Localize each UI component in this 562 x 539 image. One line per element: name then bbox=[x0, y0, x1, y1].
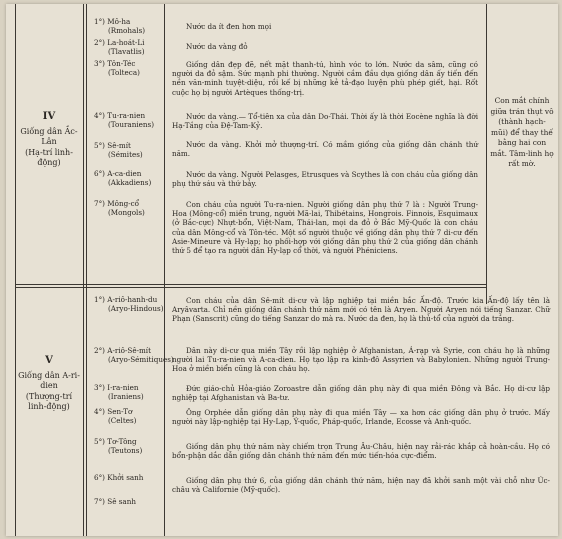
subgroup-entry: 4°) Tu-ra-nien (Touraniens) bbox=[94, 111, 155, 129]
group-name: Giống dân A-ri-dien bbox=[18, 370, 80, 390]
group-subtitle: (Hạ-trí linh-động) bbox=[25, 147, 73, 167]
subgroup-entry: 1°) Mô-ha (Rmohals) bbox=[94, 17, 146, 35]
description-text: Giống dân phụ thứ 6, của giống dân chánh thứ năm, hiện nay đã khởi sanh một vài chỗ như Úc-châu và Californie (Mỹ-quốc). bbox=[172, 476, 550, 495]
description-text: Con cháu của dân Sê-mít di-cư và lập nghiệp tại miền bắc Ấn-độ. Trước kia Ấn-độ lấy tên là Aryâvarta. Chỉ nền giống dân chánh thứ năm mới có tên là Aryen. Người Aryen nói tiếng Sanzar. Chữ Phạn (Sanscrit) cũng do tiếng Sanzar do mà ra. Nước da đen, họ là thủ-tổ của người da trắng. bbox=[172, 296, 550, 324]
subgroup-entry: 4°) Sen-Tơ (Celtes) bbox=[94, 407, 137, 425]
subgroup-entry: 1°) A-riô-hanh-du (Aryo-Hindous) bbox=[94, 295, 164, 313]
column-rule bbox=[486, 4, 487, 304]
subgroup-entry: 6°) Khởi sanh bbox=[94, 473, 144, 482]
column-rule bbox=[15, 4, 16, 536]
description-text: Dân này di-cư qua miền Tây rồi lập nghiệp ở Afghanistan, Á-rạp và Syrie, con cháu họ là những người lai Tu-ra-nien và A-ca-dien. Họ tạo lập ra kinh-đô Assyrien và Babylonien. Những người Trung-Hoa ở miền biển cũng là con cháu họ. bbox=[172, 346, 550, 374]
subgroup-entry: 6°) A-ca-dien (Akkadiens) bbox=[94, 169, 152, 187]
group-name: Giống dân Ắc-Lân bbox=[20, 126, 78, 146]
description-text: Đức giáo-chủ Hỏa-giáo Zoroastre dẫn giống dân phụ này đi qua miền Đông và Bắc. Họ di-cư lập nghiệp tại Afghanistan và Ba-tư. bbox=[172, 384, 550, 403]
description-text: Giống dân phụ thứ năm này chiếm trọn Trung Âu-Châu, hiện nay rải-rác khắp cả hoàn-cầu. Họ có bổn-phận dắc dẫn giống dân chánh thứ năm đến mức tiến-hóa cực-điểm. bbox=[172, 442, 550, 461]
description-text: Nước da vàng. Người Pelasges, Etrusques và Scythes là con cháu của giống dân phụ thứ sáu và thứ bảy. bbox=[172, 170, 478, 189]
document-page bbox=[6, 4, 558, 536]
group-subtitle: (Thượng-trí linh-động) bbox=[25, 391, 73, 411]
group-roman: IV bbox=[42, 111, 56, 122]
subgroup-entry: 7°) Sê sanh bbox=[94, 497, 136, 506]
column-rule bbox=[83, 4, 84, 536]
description-text: Nước da vàng đỏ bbox=[186, 42, 248, 51]
side-note: Con mắt chính giữa trán thụt vô (thành hạch-mũi) để thay thế bằng hai con mắt. Tâm-linh họ rất mờ. bbox=[490, 96, 554, 168]
description-text: Nước da vàng.— Tổ-tiên xa của dân Do-Thái. Thời ấy là thời Eocène nghĩa là đời Hạ-Tầng của Đệ-Tam-Kỷ. bbox=[172, 112, 478, 131]
row-rule bbox=[15, 287, 486, 288]
group-iv-label bbox=[16, 112, 82, 169]
description-text: Giống dân đẹp đẽ, nết mặt thanh-tú, hình vóc to lớn. Nước da sâm, cũng có người da đỏ sậm. Sức mạnh phi thường. Người cầm đầu dựa giống dân ấy tiến đến nền văn-minh tuyệt-diệu, rồi kế bị những kẻ tả-đạo luyện phù phép giết, hại. Rốt cuộc họ bị người Artèques thống-trị. bbox=[172, 60, 478, 97]
subgroup-entry: 2°) La-hoát-Li (Tlavatlis) bbox=[94, 38, 145, 56]
subgroup-entry: 5°) Sê-mít (Sémites) bbox=[94, 141, 143, 159]
subgroup-entry: 2°) A-riô-Sê-mít (Aryo-Sémitiques) bbox=[94, 346, 174, 364]
row-rule bbox=[15, 284, 486, 285]
column-rule bbox=[164, 4, 165, 536]
group-roman: V bbox=[45, 355, 53, 366]
subgroup-entry: 3°) Tôn-Téc (Tolteca) bbox=[94, 59, 140, 77]
group-v-label bbox=[16, 356, 82, 413]
description-text: Ông Orphée dẫn giống dân phụ này đi qua miền Tây — xa hơn các giống dân phụ ở trước. Mấy người này lập-nghiệp tại Hy-Lạp, Ý-quốc, Pháp-quốc, Irlande, Ecosse và Anh-quốc. bbox=[172, 408, 550, 427]
subgroup-entry: 5°) Tơ-Tông (Teutons) bbox=[94, 437, 143, 455]
description-text: Con cháu của người Tu-ra-nien. Người giống dân phụ thứ 7 là : Người Trung-Hoa (Mông-cổ) miền trung, người Mã-lai, Thibétains, Hongrois. Finnois, Esquimaux (ở Bắc-cực) Nhựt-bổn, Việt-Nam, Thái-lan, mọi da đỏ ở Bắc Mỹ-Quốc là con cháu của dân Mông-cổ và Tôn-téc. Một số người thuộc về giống dân phụ thứ 7 di-cư đến Asie-Mineure và Hy-lạp; họ phối-hợp với giống dân phụ thứ 2 của giống dân chánh thứ 5 để tạo ra người dân Hy-lạp cổ thời, và người Phéniciens. bbox=[172, 200, 478, 256]
subgroup-entry: 3°) I-ra-nien (Iraniens) bbox=[94, 383, 144, 401]
subgroup-entry: 7°) Mông-cổ (Mongols) bbox=[94, 199, 145, 217]
description-text: Nước da vàng. Khởi mở thượng-trí. Có mầm giống của giống dân chánh thứ năm. bbox=[172, 140, 478, 159]
column-rule bbox=[86, 4, 87, 536]
description-text: Nước da ít đen hơn mọi bbox=[186, 22, 272, 31]
